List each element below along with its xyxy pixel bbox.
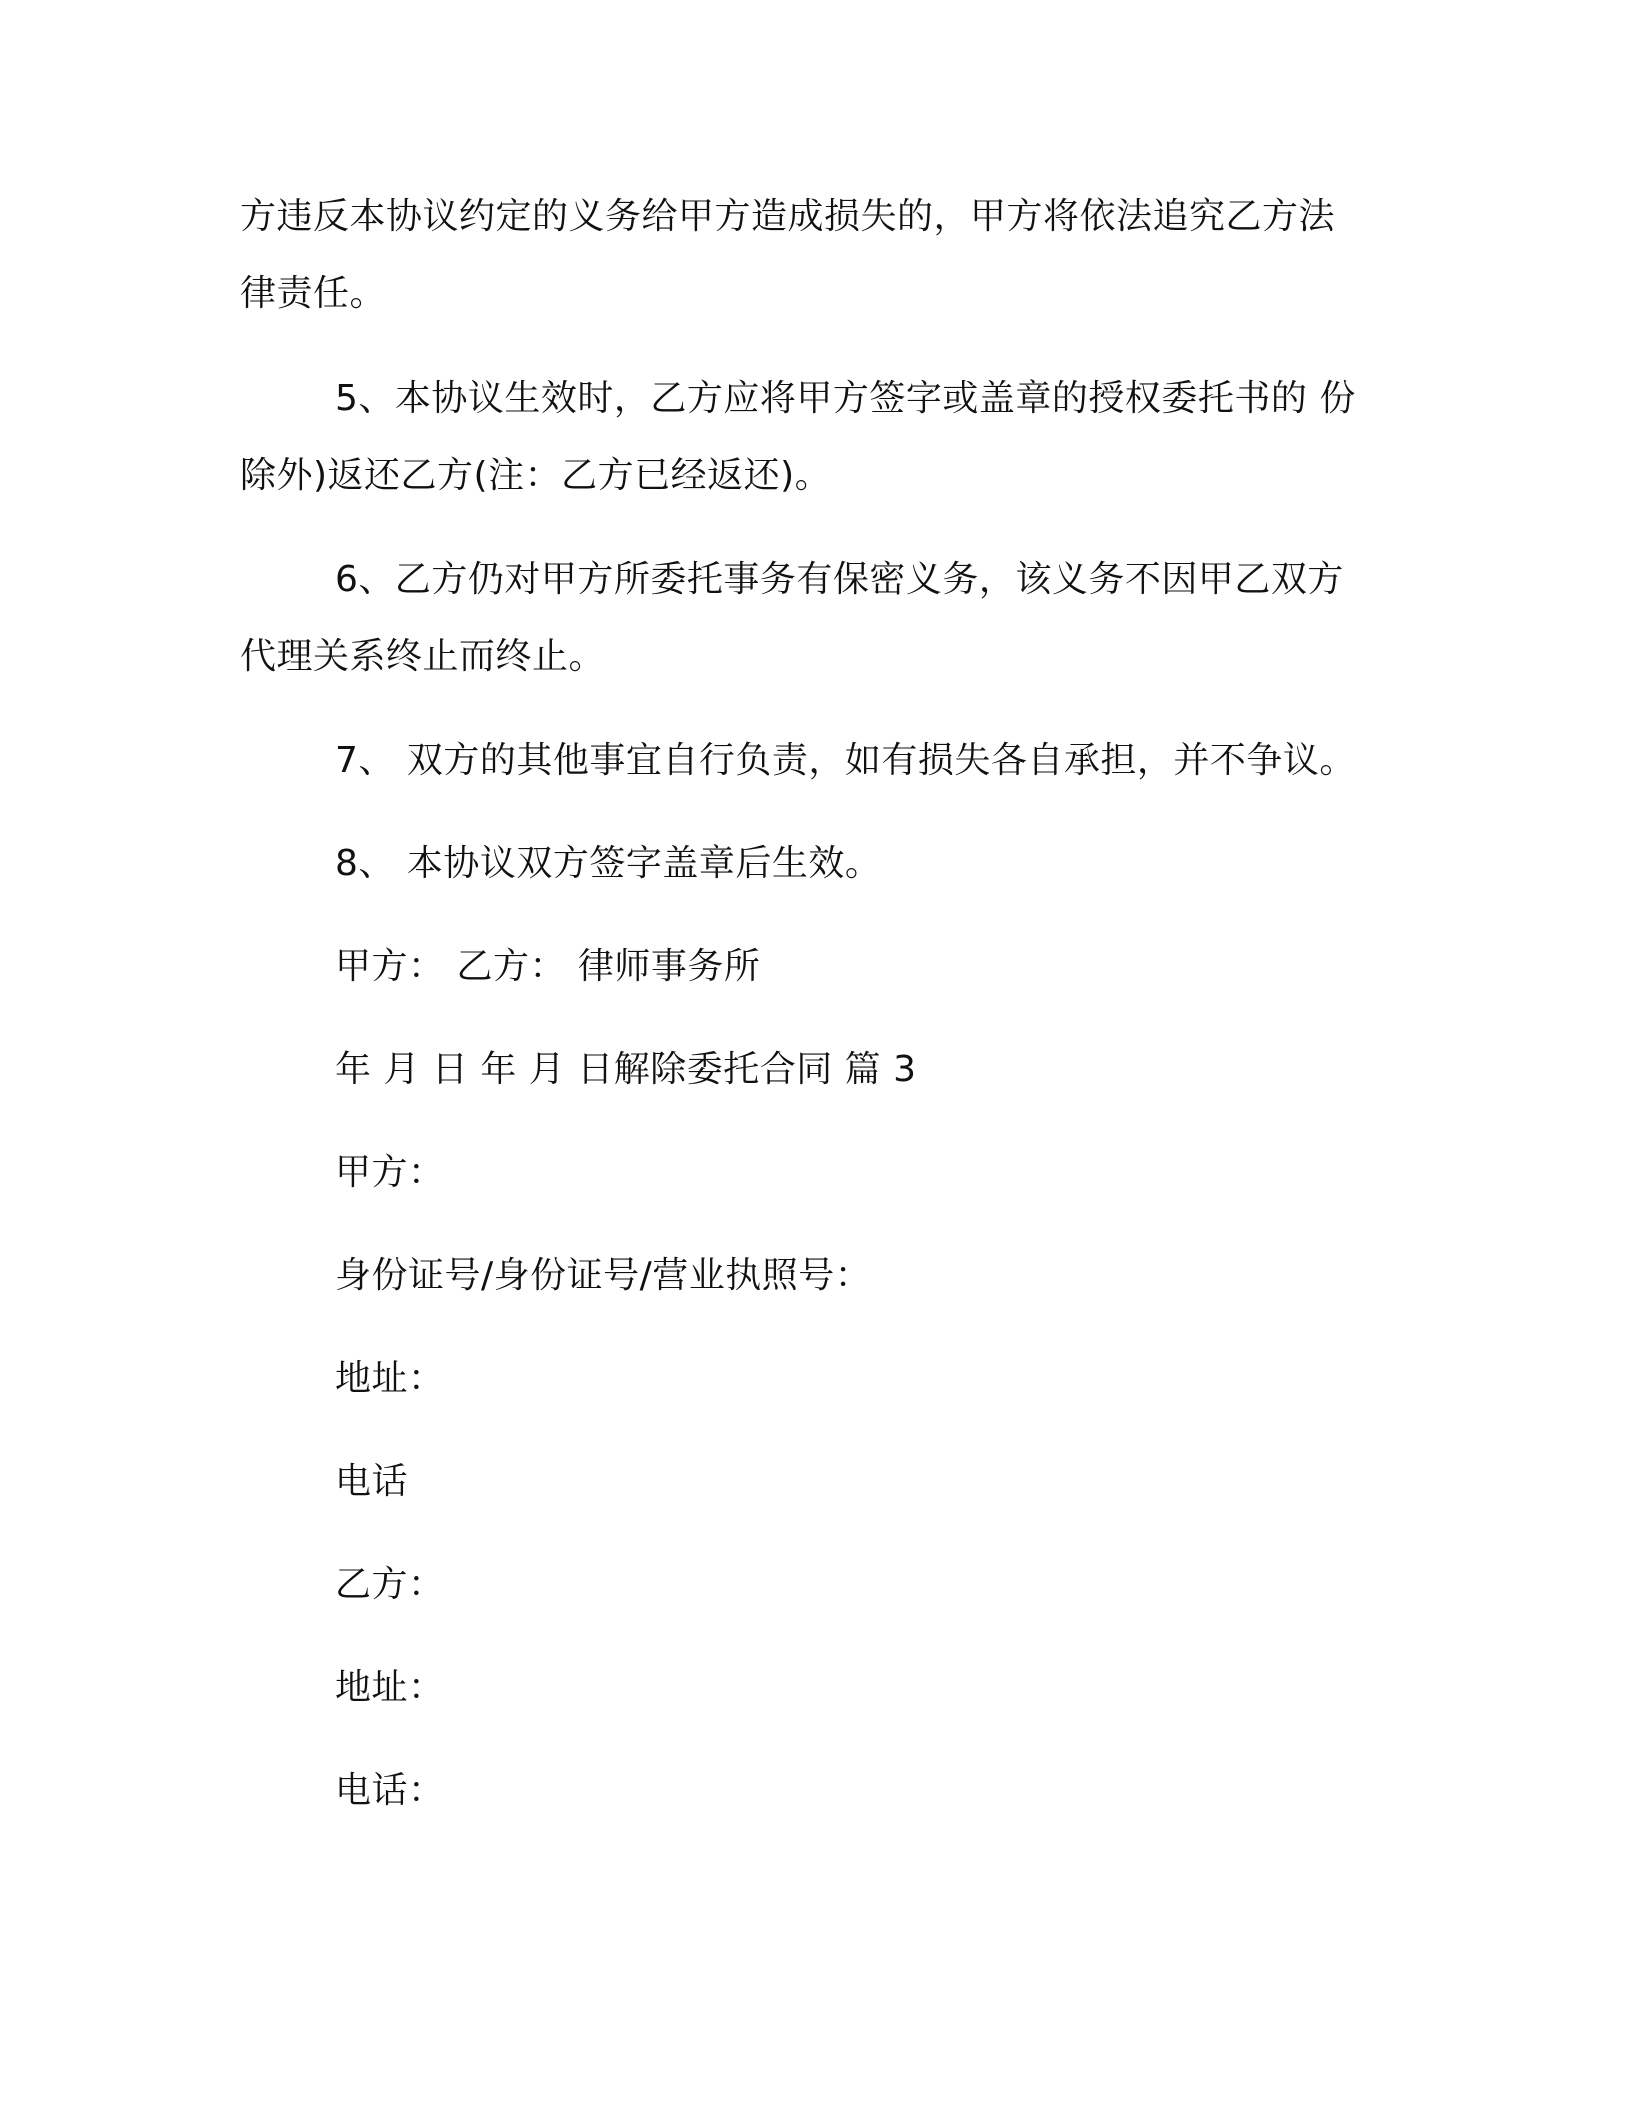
party-a-label: 甲方： (335, 1152, 445, 1193)
paragraph-8: 8、 本协议双方签字盖章后生效。 (335, 843, 882, 884)
party-b-label: 乙方： (335, 1564, 445, 1605)
party-a-address-label: 地址： (335, 1358, 445, 1399)
signature-parties-line: 甲方： 乙方： 律师事务所 (335, 946, 761, 987)
paragraph-5-line-1: 5、本协议生效时，乙方应将甲方签字或盖章的授权委托书的 份 (335, 378, 1356, 419)
id-number-label: 身份证号/身份证号/营业执照号： (335, 1255, 872, 1296)
paragraph-7: 7、 双方的其他事宜自行负责，如有损失各自承担，并不争议。 (335, 740, 1356, 781)
paragraph-5-line-2: 除外)返还乙方(注：乙方已经返还)。 (240, 455, 832, 496)
paragraph-6-line-1: 6、乙方仍对甲方所委托事务有保密义务，该义务不因甲乙双方 (335, 559, 1344, 600)
paragraph-6-line-2: 代理关系终止而终止。 (240, 636, 606, 677)
party-b-phone-label: 电话： (335, 1770, 445, 1811)
party-a-phone-label: 电话 (335, 1461, 409, 1502)
party-b-address-label: 地址： (335, 1667, 445, 1708)
paragraph-4-line-2: 律责任。 (240, 273, 387, 314)
paragraph-4-line-1: 方违反本协议约定的义务给甲方造成损失的，甲方将依法追究乙方法 (240, 196, 1336, 237)
date-and-section-heading: 年 月 日 年 月 日解除委托合同 篇 3 (335, 1049, 917, 1090)
